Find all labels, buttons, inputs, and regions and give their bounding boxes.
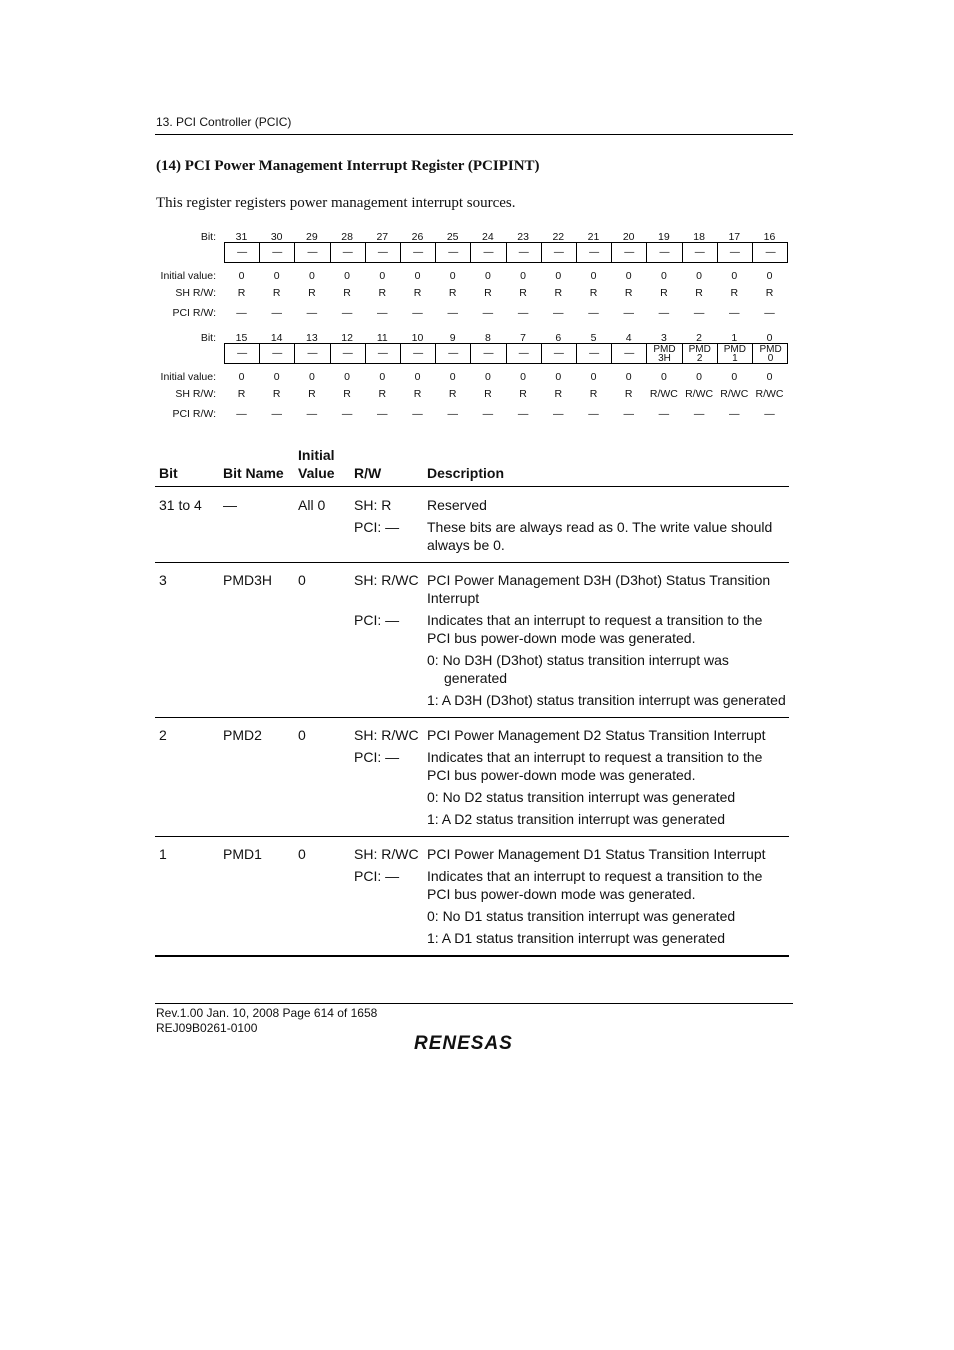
register-field-box-lower [224,343,788,364]
bit-field-name: — [765,247,776,258]
bit-initial-value: 0 [696,371,703,383]
bit-initial-value: 0 [766,270,773,282]
row-rw-pci: PCI: — [354,749,400,765]
bit-pci-access: — [693,307,705,319]
bit-initial-value: 0 [414,270,421,282]
bit-sh-access: R/WC [649,388,678,400]
row-bit-name: PMD1 [223,846,262,862]
pci-rw-label: PCI R/W: [172,307,216,319]
bit-field-name: — [612,243,647,262]
row-rw-pci: PCI: — [354,868,400,884]
bit-field-name: — [225,243,260,262]
bit-sh-access: R [519,388,527,400]
bit-pci-access: — [482,408,494,420]
bit-label: Bit: [200,231,216,243]
bit-number: 28 [341,231,353,243]
bit-number: 5 [590,332,597,344]
bit-sh-access: R [484,287,492,299]
row-bit: 31 to 4 [159,497,202,513]
bit-pci-access: — [482,307,494,319]
bit-number: 19 [658,231,670,243]
row-description [427,571,789,713]
initial-value-label: Initial value: [160,270,216,282]
bit-initial-value: 0 [344,270,351,282]
bit-field-name: — [683,243,718,262]
sh-rw-label: SH R/W: [175,388,216,400]
footer-docnum: REJ09B0261-0100 [156,1021,258,1035]
bit-initial-value: 0 [590,270,597,282]
table-rule [155,836,789,837]
bit-sh-access: R [484,388,492,400]
bit-initial-value: 0 [484,371,491,383]
bit-pci-access: — [271,307,282,319]
bit-sh-access: R [237,388,246,400]
bit-number: 12 [341,332,353,344]
bit-pci-access: — [658,307,670,319]
bit-initial-value: 0 [308,371,315,383]
description-paragraph: 0: No D2 status transition interrupt was generated [427,789,736,805]
bit-initial-value: 0 [555,371,562,383]
description-paragraph: 0: No D3H (D3hot) status transition interrupt was generated [427,652,729,686]
bit-pci-access: — [412,408,423,420]
bit-field-name: — [612,344,647,363]
table-rule [155,955,789,957]
bit-field-name: — [542,344,577,363]
bit-field-name: — [331,243,366,262]
bit-number: 23 [517,231,529,243]
bit-sh-access: R [589,287,598,299]
bit-field-name: — [401,243,436,262]
description-paragraph: 1: A D2 status transition interrupt was generated [427,811,726,827]
description-paragraph: 0: No D1 status transition interrupt was generated [427,908,736,924]
bit-field-name: — [260,243,295,262]
bit-pci-access: — [623,307,634,319]
footer-rule [155,1003,793,1004]
bit-initial-value: 0 [484,270,491,282]
bit-field-name: — [401,344,436,363]
bit-number: 30 [270,231,283,243]
bit-sh-access: R [660,287,668,299]
header-rule [155,134,793,135]
bit-sh-access: R [554,388,563,400]
bit-pci-access: — [341,307,353,319]
bit-field-name: — [507,344,542,363]
bit-pci-access: — [553,408,564,420]
bit-sh-access: R/WC [755,388,784,400]
bit-number: 22 [552,231,565,243]
col-header-initial-1: Initial [298,447,335,463]
bit-field-name: — [295,344,330,363]
sh-rw-label: SH R/W: [175,287,216,299]
register-field-box-upper [224,242,788,263]
bit-number: 3 [660,332,667,344]
bit-pci-access: — [729,307,740,319]
bit-pci-access: — [764,307,775,319]
bit-pci-access: — [623,408,634,420]
bit-initial-value: 0 [379,270,386,282]
bit-number: 0 [766,332,773,344]
bit-initial-value: 0 [520,270,527,282]
row-description [427,726,789,832]
row-bit: 1 [159,846,167,862]
bit-sh-access: R [378,287,387,299]
bit-sh-access: R/WC [685,388,714,400]
bit-pci-access: — [729,408,740,420]
bit-field-name: — [507,243,542,262]
bit-field-name: — [542,243,577,262]
bit-field-name: — [577,344,612,363]
bit-number: 21 [587,231,600,243]
bit-initial-value: 0 [449,270,456,282]
col-header-description: Description [427,465,505,481]
bit-pci-access: — [553,307,564,319]
bit-field-name: — [471,344,506,363]
row-rw-sh: SH: R [354,497,392,513]
description-paragraph: Indicates that an interrupt to request a transition to the PCI bus power-down mode was generated. [427,868,763,902]
bit-initial-value: 0 [520,371,527,383]
bit-sh-access: R [272,287,281,299]
row-rw-pci: PCI: — [354,519,400,535]
table-rule [155,717,789,718]
col-header-bit-name: Bit Name [223,465,284,481]
bit-pci-access: — [306,307,318,319]
bit-number: 6 [555,332,562,344]
description-paragraph: Indicates that an interrupt to request a transition to the PCI bus power-down mode was generated. [427,612,763,646]
bit-number: 2 [696,332,703,344]
bit-number: 10 [411,332,424,344]
bit-pci-access: — [517,408,529,420]
row-description [427,496,789,558]
bit-initial-value: 0 [555,270,562,282]
bit-field-name: — [647,243,682,262]
bit-field-name: PMD 3H [647,344,682,363]
bit-number: 13 [306,332,318,344]
bit-field-name: — [295,243,330,262]
bit-initial-value: 0 [625,270,632,282]
row-description [427,845,789,951]
row-initial-value: All 0 [298,497,326,513]
bit-pci-access: — [306,408,318,420]
bit-initial-value: 0 [308,270,315,282]
bit-number: 16 [763,231,776,243]
bit-sh-access: R [378,388,387,400]
bit-pci-access: — [447,408,458,420]
bit-sh-access: R [624,287,633,299]
table-rule [155,562,789,563]
bit-number: 9 [449,332,456,344]
bit-field-name: PMD 2 [683,344,718,363]
table-rule [155,486,789,487]
bit-pci-access: — [588,307,599,319]
bit-sh-access: R [308,388,316,400]
bit-sh-access: R [765,287,774,299]
bit-initial-value: 0 [238,270,245,282]
bit-field-name: — [331,344,366,363]
bit-field-name: — [366,243,401,262]
description-paragraph: Indicates that an interrupt to request a transition to the PCI bus power-down mode was generated. [427,749,763,783]
bit-sh-access: R [554,287,563,299]
bit-sh-access: R [730,287,739,299]
bit-pci-access: — [236,307,247,319]
col-header-initial-2: Value [298,465,335,481]
bit-pci-access: — [377,307,388,319]
bit-initial-value: 0 [766,371,773,383]
footer-revision: Rev.1.00 Jan. 10, 2008 Page 614 of 1658 [156,1006,378,1020]
row-bit: 3 [159,572,167,588]
initial-value-label: Initial value: [160,371,216,383]
row-bit-name: PMD2 [223,727,262,743]
bit-field-name: — [366,344,401,363]
bit-initial-value: 0 [414,371,421,383]
bit-number: 27 [376,231,389,243]
bit-pci-access: — [236,408,247,420]
row-bit-name: — [223,497,237,513]
col-header-bit: Bit [159,465,178,481]
intro-text: This register registers power management interrupt sources. [156,195,516,211]
bit-sh-access: R [519,287,527,299]
row-bit-name: PMD3H [223,572,273,588]
bit-sh-access: R [413,287,422,299]
bit-number: 29 [306,231,318,243]
bit-field-name: PMD 1 [718,344,753,363]
bit-pci-access: — [764,408,775,420]
bit-sh-access: R [589,388,598,400]
bit-field-name: — [436,344,471,363]
bit-sh-access: R [448,388,457,400]
description-paragraph: PCI Power Management D3H (D3hot) Status Transition Interrupt [427,572,771,606]
bit-initial-value: 0 [696,270,703,282]
pci-rw-label: PCI R/W: [172,408,216,420]
bit-number: 26 [411,231,424,243]
bit-pci-access: — [693,408,705,420]
bit-initial-value: 0 [625,371,632,383]
bit-pci-access: — [658,408,670,420]
bit-sh-access: R/WC [720,388,749,400]
bit-number: 14 [270,332,283,344]
bit-pci-access: — [377,408,388,420]
bit-sh-access: R [272,388,281,400]
bit-pci-access: — [588,408,599,420]
bit-sh-access: R [308,287,316,299]
description-paragraph: Reserved [427,497,487,513]
bit-initial-value: 0 [731,371,738,383]
row-rw-sh: SH: R/WC [354,846,419,862]
row-rw-pci: PCI: — [354,612,400,628]
bit-field-name: — [577,243,612,262]
bit-number: 31 [235,231,248,243]
bit-sh-access: R [624,388,633,400]
bit-number: 20 [622,231,635,243]
row-rw-sh: SH: R/WC [354,727,419,743]
renesas-logo: RENESAS [414,1033,513,1054]
bit-number: 8 [484,332,491,344]
bit-initial-value: 0 [449,371,456,383]
bit-pci-access: — [517,307,529,319]
bit-number: 25 [446,231,459,243]
bit-number: 18 [693,231,705,243]
bit-pci-access: — [341,408,353,420]
bit-number: 15 [235,332,248,344]
bit-field-name: — [225,344,260,363]
bit-number: 4 [625,332,632,344]
bit-sh-access: R [695,287,703,299]
bit-sh-access: R [448,287,457,299]
bit-sh-access: R [343,388,351,400]
bit-field-name: PMD 0 [759,343,782,364]
bit-initial-value: 0 [590,371,597,383]
row-initial-value: 0 [298,846,306,862]
bit-field-name: — [260,344,295,363]
bit-number: 7 [520,332,527,344]
bit-initial-value: 0 [379,371,386,383]
description-paragraph: These bits are always read as 0. The write value should always be 0. [427,519,773,553]
row-bit: 2 [159,727,167,743]
bit-initial-value: 0 [660,371,667,383]
bit-initial-value: 0 [344,371,351,383]
row-rw-sh: SH: R/WC [354,572,419,588]
bit-field-name: — [436,243,471,262]
bit-number: 1 [731,332,738,344]
bit-pci-access: — [271,408,282,420]
col-header-rw: R/W [354,465,382,481]
bit-number: 24 [482,231,494,243]
bit-sh-access: R [237,287,246,299]
description-paragraph: 1: A D3H (D3hot) status transition interrupt was generated [427,692,786,708]
bit-number: 17 [728,231,741,243]
bit-initial-value: 0 [731,270,738,282]
row-initial-value: 0 [298,572,306,588]
bit-label: Bit: [200,332,216,344]
bit-number: 11 [376,332,388,344]
bit-pci-access: — [447,307,458,319]
bit-pci-access: — [412,307,423,319]
description-paragraph: PCI Power Management D2 Status Transition Interrupt [427,727,766,743]
bit-field-name: — [718,243,753,262]
section-title: (14) PCI Power Management Interrupt Register (PCIPINT) [156,158,540,174]
row-initial-value: 0 [298,727,306,743]
description-paragraph: PCI Power Management D1 Status Transition Interrupt [427,846,766,862]
bit-sh-access: R [413,388,422,400]
bit-initial-value: 0 [273,371,280,383]
bit-field-name: — [471,243,506,262]
bit-initial-value: 0 [238,371,245,383]
running-header: 13. PCI Controller (PCIC) [156,115,292,129]
bit-initial-value: 0 [273,270,280,282]
bit-sh-access: R [343,287,351,299]
bit-initial-value: 0 [660,270,667,282]
description-paragraph: 1: A D1 status transition interrupt was generated [427,930,726,946]
